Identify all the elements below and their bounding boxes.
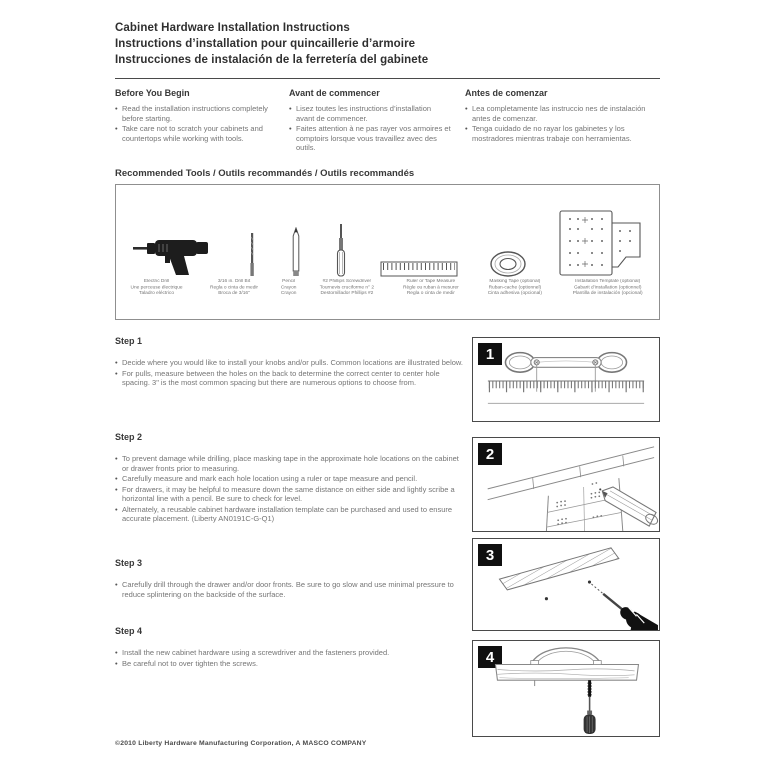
tool-label: Pencil Crayon Crayon — [280, 279, 297, 296]
drilling-illustration — [473, 539, 659, 630]
step-2-illustration — [472, 437, 660, 532]
section-heading: Antes de comenzar — [465, 88, 548, 98]
list-item: • Carefully measure and mark each hole location using a ruler or tape measure and pencil. — [115, 474, 467, 484]
step-number-badge: 3 — [478, 544, 502, 566]
step-heading: Step 2 — [115, 432, 143, 442]
title-line-es: Instrucciones de instalación de la ferretería del gabinete — [115, 54, 429, 66]
marking-holes-illustration — [473, 438, 659, 531]
before-you-begin-es — [465, 88, 660, 154]
list-item: • Take care not to scratch your cabinets and countertops while working with tools. — [115, 124, 275, 143]
tool-icons-row — [116, 199, 659, 279]
step-heading: Step 4 — [115, 626, 143, 636]
list-item: • For pulls, measure between the holes on the back to determine the correct center to center hole spacing. 3" is the most common spacing but there are numerous options to choose from. — [115, 369, 467, 388]
list-item: • Tenga cuidado de no rayar los gabinetes y los mostradores mientras trabaje con herramientas. — [465, 124, 660, 143]
document-title — [115, 20, 660, 68]
phillips-screwdriver-icon — [333, 199, 349, 279]
list-item: • Install the new cabinet hardware using a screwdriver and the fasteners provided. — [115, 648, 467, 658]
bullet-list — [115, 358, 467, 388]
step-number-badge: 1 — [478, 343, 502, 365]
section-heading: Before You Begin — [115, 88, 190, 98]
step-3-text — [115, 558, 467, 600]
pencil-icon — [289, 199, 303, 279]
bullet-list — [115, 580, 467, 599]
masking-tape-icon — [488, 199, 528, 279]
tool-label: #2 Phillips Screwdriver Tournevis cruciforme n° 2 Destornillador Phillips #2 — [320, 279, 375, 296]
step-3-illustration — [472, 538, 660, 631]
title-line-en: Cabinet Hardware Installation Instructions — [115, 22, 350, 34]
before-you-begin-section — [115, 88, 660, 154]
section-heading: Avant de commencer — [289, 88, 380, 98]
step-1-text — [115, 336, 467, 389]
installation-template-icon — [558, 199, 644, 279]
title-line-fr: Instructions d’installation pour quincaillerie d’armoire — [115, 38, 416, 50]
bullet-list — [115, 454, 467, 524]
step-4-text — [115, 626, 467, 669]
copyright-footer: ©2010 Liberty Hardware Manufacturing Corporation, A MASCO COMPANY — [115, 740, 367, 747]
step-number-badge: 2 — [478, 443, 502, 465]
step-heading: Step 3 — [115, 558, 143, 568]
list-item: • Carefully drill through the drawer and/or door fronts. Be sure to go slow and use minimal pressure to reduce splintering on the backside of the surface. — [115, 580, 467, 599]
list-item: • To prevent damage while drilling, place masking tape in the approximate hole locations on the cabinet or drawer fronts prior to measuring. — [115, 454, 467, 473]
step-heading: Step 1 — [115, 336, 143, 346]
list-item: • Lisez toutes les instructions d’installation avant de commencer. — [289, 104, 451, 123]
tool-label: 3/16 in. Drill Bit Regla o cinta de medir Broca de 3/16" — [209, 279, 258, 296]
list-item: • Faites attention à ne pas rayer vos armoires et comptoirs lorsque vous travaillez avec des outils. — [289, 124, 451, 153]
tool-label: Masking Tape (optional) Ruban-cache (optionnel) Cinta adhesiva (opcional) — [487, 279, 543, 296]
list-item: • Decide where you would like to install your knobs and/or pulls. Common locations are illustrated below. — [115, 358, 467, 368]
drill-bit-icon — [245, 199, 259, 279]
step-1-illustration — [472, 337, 660, 422]
list-item: • Be careful not to over tighten the screws. — [115, 659, 467, 669]
bullet-list — [465, 104, 660, 143]
bullet-list — [115, 104, 275, 143]
before-you-begin-fr — [289, 88, 465, 154]
list-item: • Lea completamente las instruccio nes de instalación antes de comenzar. — [465, 104, 660, 123]
recommended-tools-heading: Recommended Tools / Outils recommandés / Outils recommandés — [115, 168, 415, 179]
step-2-text — [115, 432, 467, 525]
tool-label: Ruler or Tape Measure Règle ou ruban à mesurer Regla o cinta de medir — [403, 279, 460, 296]
pull-and-ruler-illustration — [473, 338, 659, 421]
tool-label: Electric Drill Une perceuse électrique Taladro eléctrico — [130, 279, 183, 296]
electric-drill-icon — [131, 199, 215, 279]
before-you-begin-en — [115, 88, 289, 154]
step-4-illustration — [472, 640, 660, 737]
bullet-list — [115, 648, 467, 668]
step-number-badge: 4 — [478, 646, 502, 668]
list-item: • For drawers, it may be helpful to measure down the same distance on either side and lightly scribe a horizontal line with a pencil. Be sure to check for level. — [115, 485, 467, 504]
tools-box — [115, 184, 660, 320]
tool-label: Installation Template (optional) Gabarit d’installation (optionnel) Plantilla de instalación (opcional) — [572, 279, 643, 296]
tool-labels-row — [116, 279, 659, 302]
list-item: • Read the installation instructions completely before starting. — [115, 104, 275, 123]
title-divider — [115, 78, 660, 79]
screwdriver-install-illustration — [473, 641, 659, 736]
ruler-icon — [380, 199, 458, 279]
bullet-list — [289, 104, 451, 153]
list-item: • Alternately, a reusable cabinet hardware installation template can be purchased and used to ensure accurate placement. (Liberty AN0191C-G-Q1) — [115, 505, 467, 524]
